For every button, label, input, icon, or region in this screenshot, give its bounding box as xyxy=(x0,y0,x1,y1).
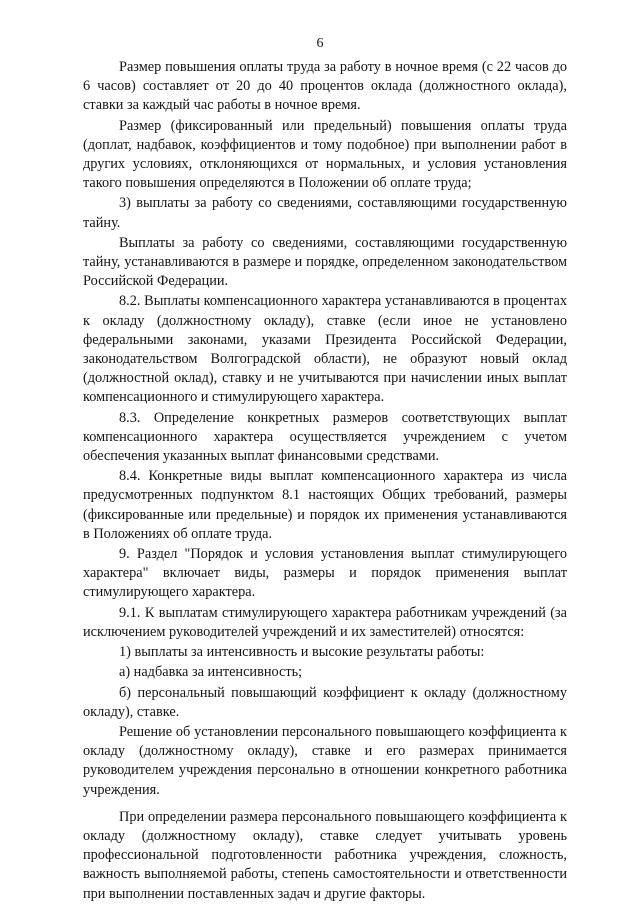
paragraph-9: 9. Раздел "Порядок и условия установления выплат стимулирующего характера" включает виды, размеры и порядок применения выплат стимулирующего характера. xyxy=(83,546,567,601)
paragraph-night-work-rate: Размер повышения оплаты труда за работу в ночное время (с 22 часов до 6 часов) составляет от 20 до 40 процентов оклада (должностного оклада), ставки за каждый час работы в ночное время. xyxy=(83,59,567,114)
paragraph-item-1: 1) выплаты за интенсивность и высокие результаты работы: xyxy=(119,644,485,661)
paragraph-8-2: 8.2. Выплаты компенсационного характера устанавливаются в процентах к окладу (должностному окладу), ставке (если иное не установлено федеральными законами, указами Президента Российской Федерации, законодательством Волгоградской области), не образуют новый оклад (должностной оклад), ставку и не учитываются при начислении иных выплат компенсационного и стимулирующего характера. xyxy=(83,293,567,406)
paragraph-coefficient-factors: При определении размера персонального повышающего коэффициента к окладу (должностному окладу), ставке следует учитывать уровень профессиональной подготовленности работника учреждения, сложность, важность выполняемой работы, степень самостоятельности и ответственности при выполнении поставленных задач и другие факторы. xyxy=(83,808,567,902)
paragraph-other-conditions-rate: Размер (фиксированный или предельный) повышения оплаты труда (доплат, надбавок, коэффициентов и тому подобное) при выполнении работ в других условиях, отклоняющихся от нормальных, и условия установления такого повышения определяются в Положении об оплате труда; xyxy=(83,117,567,192)
paragraph-8-4: 8.4. Конкретные виды выплат компенсационного характера из числа предусмотренных подпунктом 8.1 настоящих Общих требований, размеры (фиксированные или предельные) и порядок их применения устанавливаются в Положениях об оплате труда. xyxy=(83,468,567,542)
paragraph-state-secret-payments: Выплаты за работу со сведениями, составляющими государственную тайну, устанавливаются в размере и порядке, определенном законодательством Российской Федерации. xyxy=(83,234,567,290)
paragraph-item-a: а) надбавка за интенсивность; xyxy=(119,664,303,681)
paragraph-item-b: б) персональный повышающий коэффициент к окладу (должностному окладу), ставке. xyxy=(83,684,567,720)
paragraph-9-1: 9.1. К выплатам стимулирующего характера работникам учреждений (за исключением руководителей учреждений и их заместителей) относятся: xyxy=(83,604,567,640)
page-number: 6 xyxy=(316,36,324,51)
paragraph-state-secret-item: 3) выплаты за работу со сведениями, составляющими государственную тайну. xyxy=(83,195,567,231)
document-body xyxy=(83,58,567,905)
paragraph-coefficient-decision: Решение об установлении персонального повышающего коэффициента к окладу (должностному окладу), ставке и его размерах принимается руководителем учреждения персонально в отношении конкретного работника учреждения. xyxy=(83,723,567,798)
paragraph-8-3: 8.3. Определение конкретных размеров соответствующих выплат компенсационного характера осуществляется учреждением с учетом обеспечения указанных выплат финансовыми средствами. xyxy=(83,409,567,465)
